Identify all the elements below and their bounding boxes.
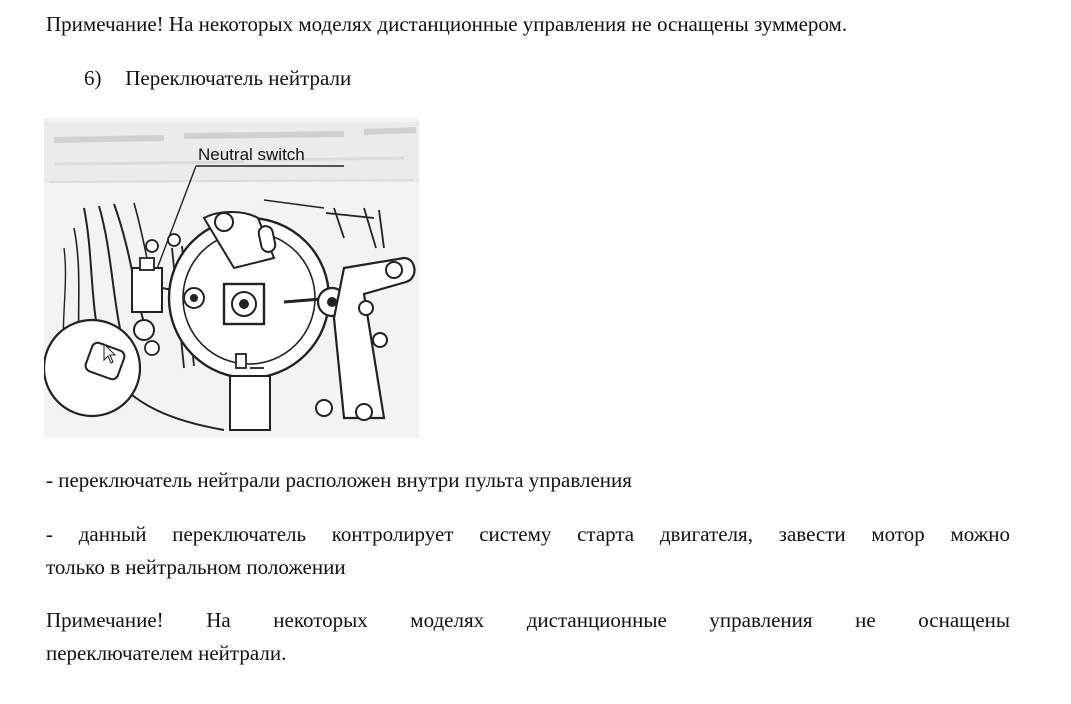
- neutral-switch-diagram: [44, 118, 419, 438]
- note-neutral-switch-line-1: Примечание! На некоторых моделях дистанционные управления не оснащены: [46, 608, 1010, 632]
- note-neutral-switch-line-2: переключателем нейтрали.: [46, 641, 287, 665]
- bullet-function-line-1: - данный переключатель контролирует систему старта двигателя, завести мотор можно: [46, 522, 1010, 546]
- neutral-switch-label: Neutral switch: [198, 145, 305, 164]
- list-label: Переключатель нейтрали: [125, 66, 352, 90]
- bullet-location: - переключатель нейтрали расположен внутри пульта управления: [46, 468, 632, 492]
- note-buzzer: Примечание! На некоторых моделях дистанционные управления не оснащены зуммером.: [46, 12, 848, 36]
- list-item-neutral-switch: [84, 62, 351, 95]
- bullet-function: [46, 518, 1010, 584]
- bullet-function-line-2: только в нейтральном положении: [46, 555, 346, 579]
- list-number: 6): [84, 66, 102, 90]
- note-neutral-switch: [46, 604, 1010, 670]
